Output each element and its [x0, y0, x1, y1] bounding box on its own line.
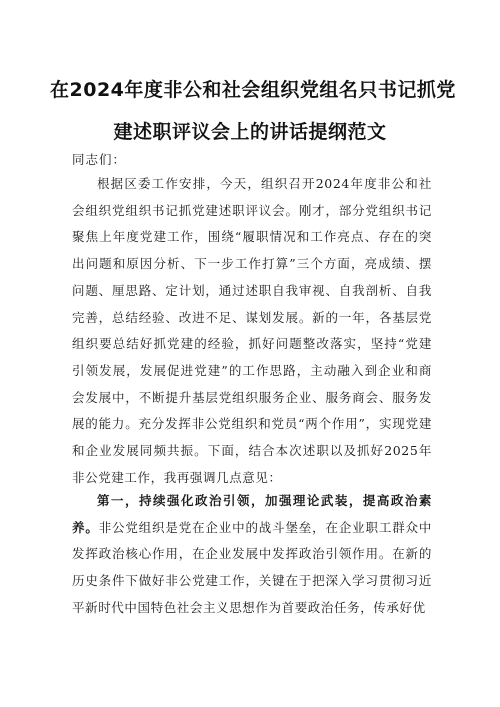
document-title-line-1: 在2024年度非公和社会组织党组名只书记抓党	[50, 79, 456, 101]
document-title-line-2: 建述职评议会上的讲话提纲范文	[113, 121, 387, 143]
paragraph-2	[72, 488, 432, 622]
paragraph-2-body: 非公党组织是党在企业中的战斗堡垒，在企业职工群众中发挥政治核心作用，在企业发展中发挥政治引领作用。在新的历史条件下做好非公党建工作，关键在于把深入学习贯彻习近平新时代中国特色社会主义思想作为首要政治任务，传承好优	[72, 519, 432, 615]
greeting: 同志们：	[72, 152, 127, 167]
paragraph-2-lead: 第一，持续强化政治引领，加强理论武装，提高政治素养。	[72, 493, 432, 535]
paragraph-1: 根据区委工作安排，今天，组织召开2024年度非公和社会组织党组织书记抓党建述职评议会。刚才，部分党组织书记聚焦上年度党建工作，围绕“履职情况和工作亮点、存在的突出问题和原因分析、下一步工作打算”三个方面，亮成绩、摆问题、厘思路、定计划，通过述职自我审视、自我剖析、自我完善，总结经验、改进不足、谋划发展。新的一年，各基层党组织要总结好抓党建的经验，抓好问题整改落实，坚持“党建引领发展，发展促进党建”的工作思路，主动融入到企业和商会发展中，不断提升基层党组织服务企业、服务商会、服务发展的能力。充分发挥非公党组织和党员“两个作用”，实现党建和企业发展同频共振。下面，结合本次述职以及抓好2025年非公党建工作，我再强调几点意见：	[72, 176, 432, 485]
